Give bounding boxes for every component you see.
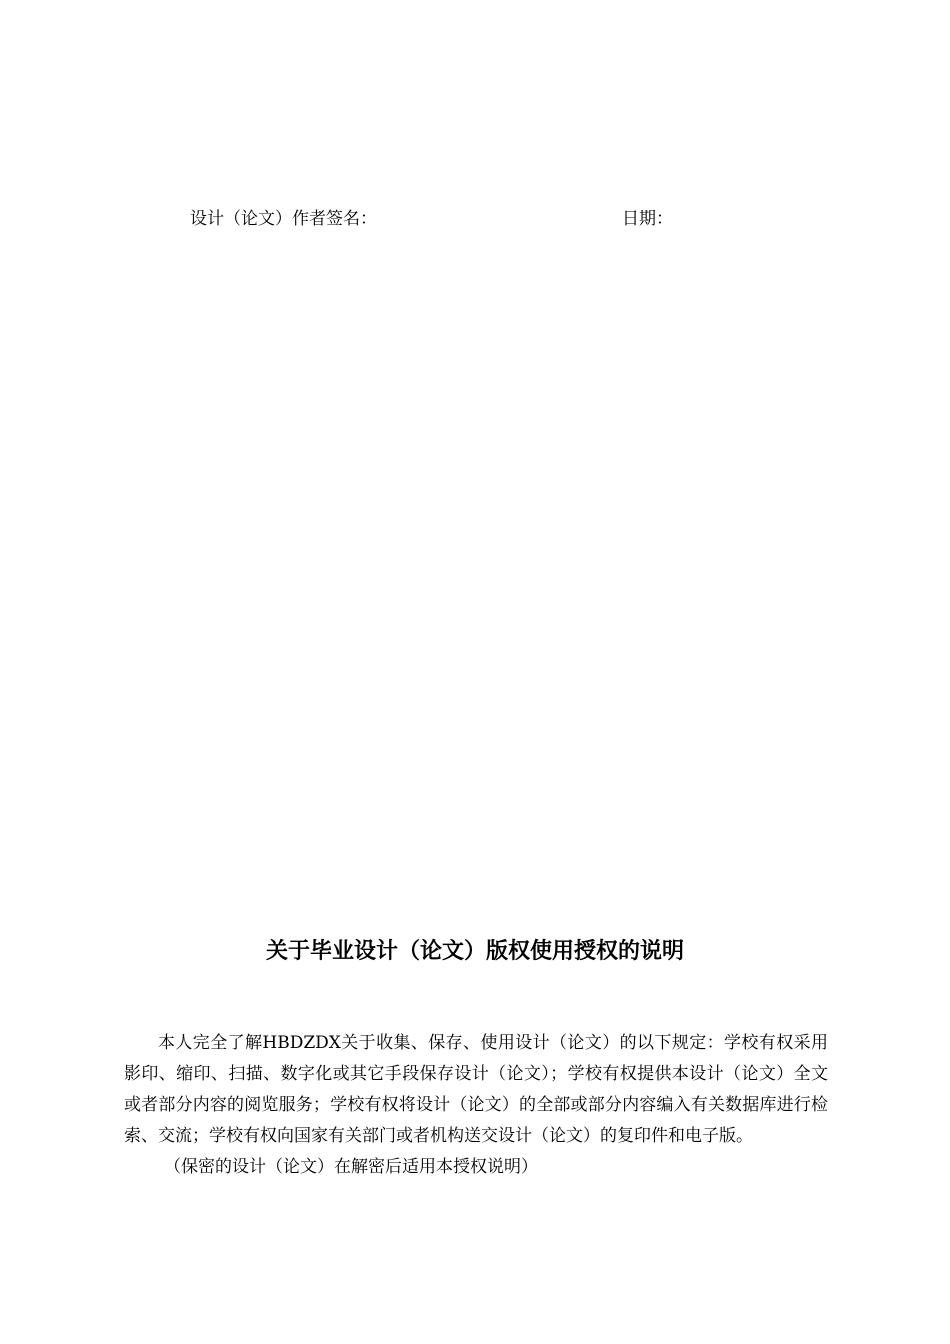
author-signature-label: 设计（论文）作者签名： bbox=[190, 209, 377, 229]
authorization-title: 关于毕业设计（论文）版权使用授权的说明 bbox=[265, 939, 684, 964]
date-label: 日期： bbox=[622, 209, 673, 229]
authorization-body bbox=[124, 1028, 828, 1183]
confidentiality-note: （保密的设计（论文）在解密后适用本授权说明） bbox=[164, 1157, 538, 1177]
signature-line bbox=[190, 206, 750, 232]
authorization-paragraph: 本人完全了解HBDZDX关于收集、保存、使用设计（论文）的以下规定：学校有权采用影印、缩印、扫描、数字化或其它手段保存设计（论文）；学校有权提供本设计（论文）全文或者部分内容的阅览服务；学校有权将设计（论文）的全部或部分内容编入有关数据库进行检索、交流；学校有权向国家有关部门或者机构送交设计（论文）的复印件和电子版。 bbox=[124, 1033, 828, 1146]
